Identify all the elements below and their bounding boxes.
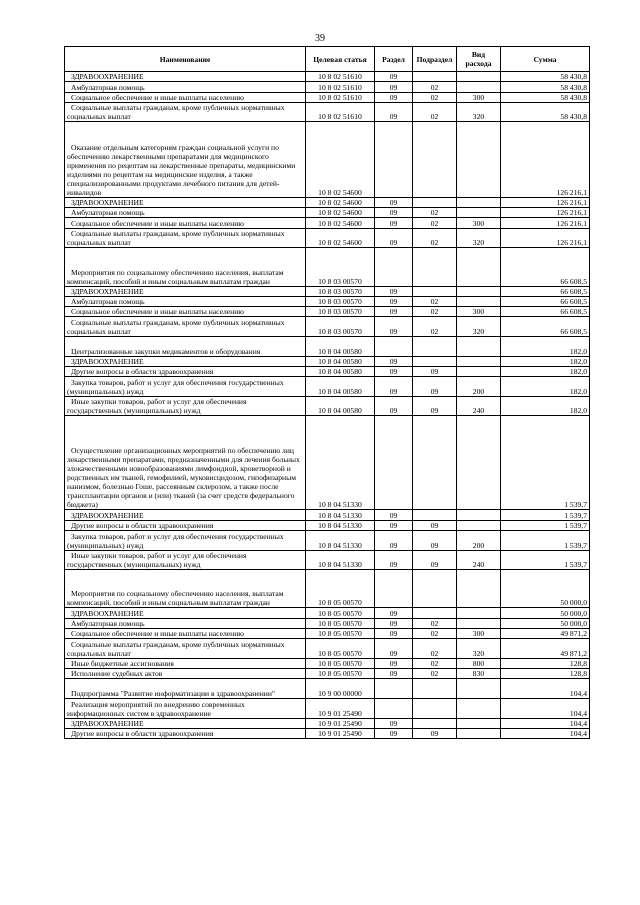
row-name: ЗДРАВООХРАНЕНИЕ [65,356,306,366]
row-section [375,416,413,510]
row-subsection: 02 [413,317,457,337]
row-section: 09 [375,628,413,638]
row-section: 09 [375,396,413,416]
row-section: 09 [375,197,413,207]
row-subsection [413,248,457,286]
row-expense-type: 800 [457,658,501,668]
row-section: 09 [375,228,413,248]
row-target: 10 8 04 00580 [306,396,375,416]
row-subsection [413,510,457,520]
row-target: 10 8 02 54600 [306,228,375,248]
row-expense-type [457,416,501,510]
row-expense-type: 320 [457,317,501,337]
table-row [65,286,590,296]
row-name: Мероприятия по социальному обеспечению населения, выплатам компенсаций, пособий и иным социальным выплатам граждан [65,248,306,286]
row-target: 10 8 03 00570 [306,286,375,296]
row-sum: 66 608,5 [501,317,590,337]
row-section: 09 [375,356,413,366]
row-section: 09 [375,718,413,728]
row-sum: 104,4 [501,679,590,699]
row-name: Закупка товаров, работ и услуг для обеспечения государственных (муниципальных) нужд [65,377,306,397]
row-expense-type: 200 [457,377,501,397]
header-sum: Сумма [501,47,590,72]
row-sum: 126 216,1 [501,197,590,207]
row-subsection: 02 [413,228,457,248]
row-subsection: 02 [413,658,457,668]
row-name: ЗДРАВООХРАНЕНИЕ [65,197,306,207]
row-name: Подпрограмма "Развитие информатизации в здравоохранении" [65,679,306,699]
row-sum: 126 216,1 [501,208,590,218]
row-subsection: 02 [413,102,457,122]
row-sum: 126 216,1 [501,122,590,197]
row-target: 10 8 02 51610 [306,92,375,102]
table-row [65,337,590,357]
row-name: Иные бюджетные ассигнования [65,658,306,668]
row-name: ЗДРАВООХРАНЕНИЕ [65,718,306,728]
row-target: 10 8 04 51330 [306,531,375,551]
row-name: Исполнение судебных актов [65,669,306,679]
row-subsection: 09 [413,520,457,530]
table-row [65,728,590,738]
table-row [65,377,590,397]
row-name: Централизованные закупки медикаментов и оборудования [65,337,306,357]
table-row [65,396,590,416]
row-target: 10 8 05 00570 [306,628,375,638]
row-section: 09 [375,531,413,551]
row-name: Амбулаторная помощь [65,296,306,306]
row-sum: 58 430,8 [501,92,590,102]
row-sum: 126 216,1 [501,218,590,228]
row-subsection: 02 [413,639,457,659]
table-row [65,531,590,551]
row-name: Оказание отдельным категориям граждан социальной услуги по обеспечению лекарственными препаратами для медицинского применения по рецептам на лекарственные препараты, медицинскими изделиями по рецептам на медицинские изделия, а также специализированными продуктами лечебного питания для детей-инвалидов [65,122,306,197]
row-section: 09 [375,307,413,317]
table-row [65,570,590,608]
row-name: Иные закупки товаров, работ и услуг для обеспечения государственных (муниципальных) нужд [65,396,306,416]
row-sum: 50 000,0 [501,618,590,628]
table-row [65,608,590,618]
table-row [65,679,590,699]
header-name: Наименование [65,47,306,72]
row-target: 10 8 02 54600 [306,218,375,228]
table-header [65,47,590,72]
row-sum: 58 430,8 [501,82,590,92]
row-sum: 104,4 [501,728,590,738]
table-row [65,628,590,638]
row-expense-type [457,728,501,738]
header-subsection: Подраздел [413,47,457,72]
row-target: 10 9 01 25490 [306,699,375,719]
row-name: Социальные выплаты гражданам, кроме публичных нормативных социальных выплат [65,228,306,248]
row-expense-type [457,248,501,286]
row-sum: 182,0 [501,366,590,376]
header-expense-type: Вид расхода [457,47,501,72]
table-row [65,218,590,228]
row-subsection: 02 [413,628,457,638]
row-name: Другие вопросы в области здравоохранения [65,728,306,738]
row-section: 09 [375,317,413,337]
row-sum: 50 000,0 [501,570,590,608]
table-row [65,208,590,218]
row-name: Амбулаторная помощь [65,618,306,628]
row-name: Закупка товаров, работ и услуг для обеспечения государственных (муниципальных) нужд [65,531,306,551]
row-sum: 66 608,5 [501,307,590,317]
row-section: 09 [375,82,413,92]
row-sum: 1 539,7 [501,510,590,520]
row-sum: 58 430,8 [501,72,590,82]
table-row [65,307,590,317]
row-sum: 104,4 [501,718,590,728]
row-sum: 182,0 [501,356,590,366]
row-expense-type [457,286,501,296]
row-expense-type [457,208,501,218]
row-section [375,679,413,699]
row-subsection [413,122,457,197]
row-target: 10 8 04 51330 [306,550,375,570]
row-name: ЗДРАВООХРАНЕНИЕ [65,608,306,618]
row-name: ЗДРАВООХРАНЕНИЕ [65,510,306,520]
table-row [65,72,590,82]
row-section: 09 [375,208,413,218]
row-section: 09 [375,510,413,520]
row-target: 10 8 03 00570 [306,307,375,317]
row-expense-type: 300 [457,307,501,317]
row-target: 10 8 03 00570 [306,317,375,337]
header-target: Целевая статья [306,47,375,72]
row-section: 09 [375,218,413,228]
table-row [65,228,590,248]
row-subsection: 09 [413,377,457,397]
row-target: 10 8 04 51330 [306,416,375,510]
budget-table [64,46,590,739]
row-target: 10 8 05 00570 [306,669,375,679]
row-subsection [413,337,457,357]
row-expense-type [457,122,501,197]
row-expense-type: 300 [457,218,501,228]
row-section: 09 [375,286,413,296]
table-row [65,669,590,679]
row-sum: 1 539,7 [501,520,590,530]
row-expense-type: 320 [457,228,501,248]
row-section: 09 [375,550,413,570]
table-row [65,82,590,92]
row-target: 10 8 03 00570 [306,296,375,306]
row-sum: 66 608,5 [501,296,590,306]
row-sum: 1 539,7 [501,416,590,510]
row-target: 10 9 00 00000 [306,679,375,699]
table-row [65,550,590,570]
row-section: 09 [375,72,413,82]
table-row [65,92,590,102]
row-name: Социальное обеспечение и иные выплаты населению [65,307,306,317]
row-name: Иные закупки товаров, работ и услуг для обеспечения государственных (муниципальных) нужд [65,550,306,570]
row-target: 10 8 02 54600 [306,197,375,207]
row-target: 10 8 05 00570 [306,570,375,608]
row-name: Осуществление организационных мероприятий по обеспечению лиц лекарственными препаратами, предназначенными для лечения больных злокачественными новообразованиями лимфоидной, кроветворной и родственных им тканей, гемофилией, муковисцидозом, гипофизарным нанизмом, болезнью Гоше, рассеянным склерозом, а также после трансплантации органов и (или) тканей (за счет средств федерального бюджета) [65,416,306,510]
row-subsection: 02 [413,218,457,228]
row-subsection [413,416,457,510]
row-expense-type: 300 [457,628,501,638]
row-expense-type [457,296,501,306]
row-expense-type [457,337,501,357]
row-expense-type: 830 [457,669,501,679]
row-sum: 1 539,7 [501,550,590,570]
row-target: 10 8 02 51610 [306,82,375,92]
row-target: 10 8 05 00570 [306,658,375,668]
page-number: 39 [315,33,325,44]
header-row [65,47,590,72]
row-target: 10 8 04 00580 [306,356,375,366]
row-subsection [413,699,457,719]
table-row [65,510,590,520]
row-target: 10 8 03 00570 [306,248,375,286]
row-name: Социальные выплаты гражданам, кроме публичных нормативных социальных выплат [65,102,306,122]
table-row [65,699,590,719]
row-sum: 49 871,2 [501,628,590,638]
row-expense-type: 240 [457,550,501,570]
header-section: Раздел [375,47,413,72]
row-target: 10 9 01 25490 [306,718,375,728]
row-target: 10 8 05 00570 [306,639,375,659]
row-expense-type [457,718,501,728]
row-subsection: 02 [413,296,457,306]
table-row [65,356,590,366]
row-section: 09 [375,618,413,628]
row-target: 10 8 02 54600 [306,122,375,197]
row-expense-type [457,356,501,366]
row-subsection: 09 [413,550,457,570]
row-subsection [413,197,457,207]
row-name: Реализация мероприятий по внедрению современных информационных систем в здравоохранение [65,699,306,719]
row-section: 09 [375,669,413,679]
row-expense-type [457,699,501,719]
row-name: Социальное обеспечение и иные выплаты населению [65,218,306,228]
row-sum: 128,8 [501,658,590,668]
row-expense-type: 300 [457,92,501,102]
row-target: 10 8 02 51610 [306,102,375,122]
row-target: 10 8 04 51330 [306,510,375,520]
row-section: 09 [375,728,413,738]
row-sum: 182,0 [501,396,590,416]
table-row [65,317,590,337]
row-name: Социальные выплаты гражданам, кроме публичных нормативных социальных выплат [65,317,306,337]
row-subsection [413,570,457,608]
row-subsection: 09 [413,728,457,738]
row-target: 10 8 02 51610 [306,72,375,82]
row-sum: 58 430,8 [501,102,590,122]
row-sum: 49 871,2 [501,639,590,659]
row-section: 09 [375,520,413,530]
row-target: 10 8 02 54600 [306,208,375,218]
row-subsection: 02 [413,307,457,317]
row-subsection: 02 [413,208,457,218]
row-expense-type [457,608,501,618]
row-expense-type [457,72,501,82]
row-target: 10 8 05 00570 [306,618,375,628]
row-subsection: 02 [413,669,457,679]
table-body [65,72,590,739]
row-subsection: 09 [413,531,457,551]
row-section: 09 [375,658,413,668]
table-row [65,618,590,628]
table-row [65,416,590,510]
row-expense-type [457,197,501,207]
row-subsection [413,72,457,82]
row-subsection [413,679,457,699]
table-row [65,122,590,197]
table-row [65,658,590,668]
row-expense-type: 200 [457,531,501,551]
row-subsection [413,356,457,366]
row-sum: 128,8 [501,669,590,679]
row-section: 09 [375,608,413,618]
row-name: Мероприятия по социальному обеспечению населения, выплатам компенсаций, пособий и иным социальным выплатам граждан [65,570,306,608]
row-name: Амбулаторная помощь [65,208,306,218]
row-sum: 126 216,1 [501,228,590,248]
row-expense-type [457,570,501,608]
row-target: 10 8 04 00580 [306,377,375,397]
row-subsection: 02 [413,618,457,628]
row-section: 09 [375,102,413,122]
table-row [65,102,590,122]
row-name: Другие вопросы в области здравоохранения [65,366,306,376]
row-section: 09 [375,92,413,102]
row-target: 10 8 04 00580 [306,366,375,376]
table-row [65,248,590,286]
row-sum: 66 608,5 [501,286,590,296]
row-name: Социальное обеспечение и иные выплаты населению [65,92,306,102]
row-expense-type [457,82,501,92]
row-expense-type [457,679,501,699]
row-name: Социальное обеспечение и иные выплаты населению [65,628,306,638]
row-section [375,248,413,286]
row-sum: 50 000,0 [501,608,590,618]
table-row [65,520,590,530]
row-name: Амбулаторная помощь [65,82,306,92]
row-section: 09 [375,366,413,376]
row-sum: 66 608,5 [501,248,590,286]
table-row [65,366,590,376]
row-section: 09 [375,639,413,659]
row-expense-type: 320 [457,102,501,122]
row-expense-type [457,618,501,628]
table-row [65,296,590,306]
row-sum: 182,0 [501,377,590,397]
row-name: ЗДРАВООХРАНЕНИЕ [65,286,306,296]
table-row [65,639,590,659]
row-subsection [413,608,457,618]
row-subsection: 09 [413,396,457,416]
row-expense-type: 320 [457,639,501,659]
row-target: 10 8 04 51330 [306,520,375,530]
table-row [65,718,590,728]
row-sum: 104,4 [501,699,590,719]
row-expense-type: 240 [457,396,501,416]
row-expense-type [457,520,501,530]
row-subsection [413,718,457,728]
row-section [375,122,413,197]
row-name: Социальные выплаты гражданам, кроме публичных нормативных социальных выплат [65,639,306,659]
row-target: 10 8 05 00570 [306,608,375,618]
row-section: 09 [375,377,413,397]
row-subsection [413,286,457,296]
row-target: 10 9 01 25490 [306,728,375,738]
row-section: 09 [375,296,413,306]
table-row [65,197,590,207]
row-name: Другие вопросы в области здравоохранения [65,520,306,530]
row-sum: 1 539,7 [501,531,590,551]
row-section [375,570,413,608]
row-subsection: 09 [413,366,457,376]
row-subsection: 02 [413,92,457,102]
row-expense-type [457,510,501,520]
row-section [375,699,413,719]
row-name: ЗДРАВООХРАНЕНИЕ [65,72,306,82]
row-subsection: 02 [413,82,457,92]
row-sum: 182,0 [501,337,590,357]
row-target: 10 8 04 00580 [306,337,375,357]
row-expense-type [457,366,501,376]
row-section [375,337,413,357]
